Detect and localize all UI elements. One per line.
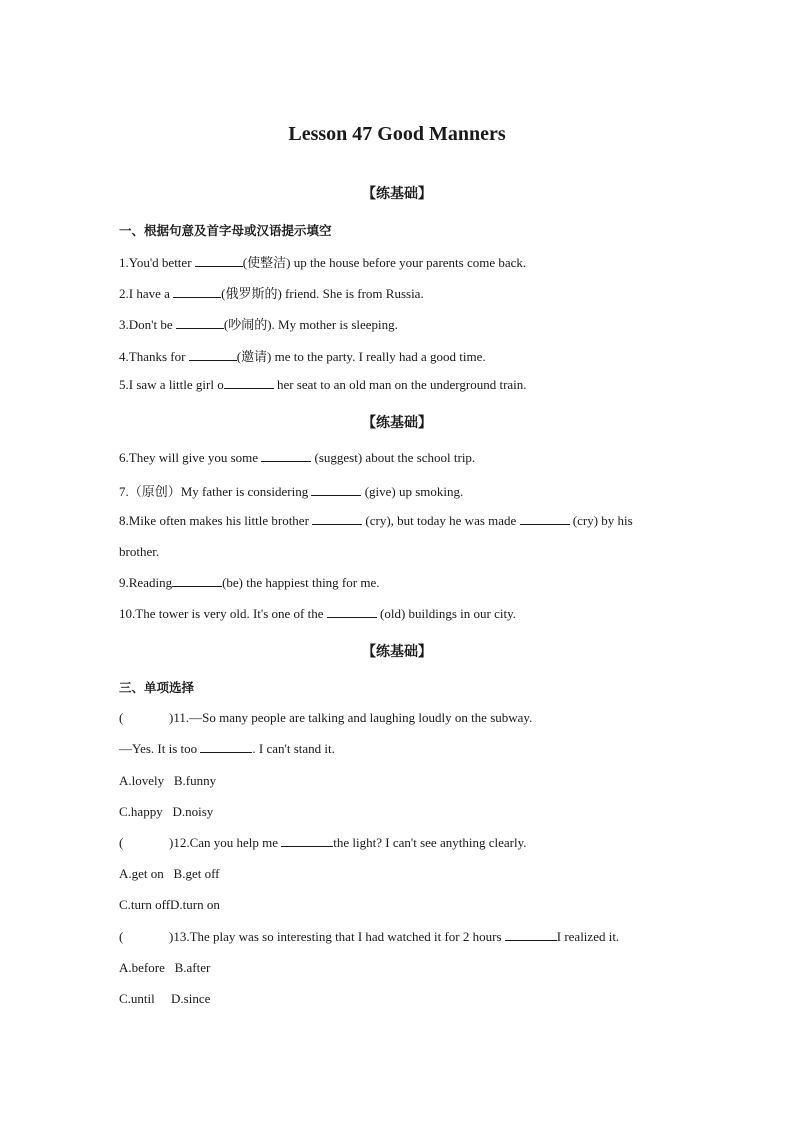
answer-blank bbox=[176, 317, 224, 329]
question-text: (cry), but today he was made bbox=[362, 513, 520, 528]
question-text: (be) the happiest thing for me. bbox=[222, 575, 380, 590]
question-11-options-cd: C.happy D.noisy bbox=[119, 804, 214, 819]
question-5 bbox=[119, 377, 679, 393]
question-text: 1.You'd better bbox=[119, 255, 195, 270]
answer-blank bbox=[172, 575, 222, 587]
answer-blank bbox=[200, 741, 252, 753]
answer-paren: ( bbox=[119, 929, 124, 944]
page-title: Lesson 47 Good Manners bbox=[288, 123, 506, 145]
question-text: (使整洁) up the house before your parents come back. bbox=[242, 255, 527, 270]
answer-blank bbox=[505, 929, 557, 941]
answer-paren: ( bbox=[119, 835, 124, 850]
question-text: (give) up smoking. bbox=[361, 484, 464, 499]
question-1 bbox=[119, 252, 679, 271]
question-2 bbox=[119, 283, 679, 302]
answer-blank bbox=[261, 450, 311, 462]
section-label-2: 【练基础】 bbox=[362, 415, 432, 431]
part3-heading: 三、单项选择 bbox=[119, 680, 195, 695]
answer-blank bbox=[281, 835, 333, 847]
question-text: )11.—So many people are talking and laughing loudly on the subway. bbox=[169, 710, 533, 725]
question-text: —Yes. It is too bbox=[119, 741, 201, 756]
answer-blank bbox=[327, 606, 377, 618]
answer-paren: ( bbox=[119, 710, 124, 725]
question-13-options-ab: A.before B.after bbox=[119, 960, 211, 975]
question-text: )12.Can you help me bbox=[169, 835, 282, 850]
question-text: (cry) by his bbox=[569, 513, 633, 528]
answer-blank bbox=[224, 377, 274, 389]
question-3 bbox=[119, 314, 679, 333]
question-text: (old) buildings in our city. bbox=[376, 606, 517, 621]
question-text: (俄罗斯的) friend. She is from Russia. bbox=[221, 286, 424, 301]
question-9 bbox=[119, 575, 679, 591]
question-6 bbox=[119, 450, 679, 466]
question-text: the light? I can't see anything clearly. bbox=[333, 835, 527, 850]
question-text: (suggest) about the school trip. bbox=[311, 450, 476, 465]
question-text: 10.The tower is very old. It's one of the bbox=[119, 606, 327, 621]
question-7 bbox=[119, 481, 679, 500]
answer-blank bbox=[189, 349, 237, 361]
question-12 bbox=[119, 835, 679, 851]
question-11 bbox=[119, 710, 679, 726]
question-11-reply bbox=[119, 741, 679, 757]
question-text: 6.They will give you some bbox=[119, 450, 262, 465]
question-text: 5.I saw a little girl o bbox=[119, 377, 224, 392]
question-text: (邀请) me to the party. I really had a good time. bbox=[236, 349, 486, 364]
question-4 bbox=[119, 346, 679, 365]
question-text: 3.Don't be bbox=[119, 317, 176, 332]
question-11-options-ab: A.lovely B.funny bbox=[119, 773, 217, 788]
question-text: 2.I have a bbox=[119, 286, 174, 301]
question-8 bbox=[119, 513, 679, 529]
question-8-continued: brother. bbox=[119, 544, 160, 559]
question-text: (吵闹的). My mother is sleeping. bbox=[223, 317, 398, 332]
part1-heading: 一、根据句意及首字母或汉语提示填空 bbox=[119, 223, 332, 238]
question-text: I realized it. bbox=[556, 929, 620, 944]
question-10 bbox=[119, 606, 679, 622]
question-12-options-ab: A.get on B.get off bbox=[119, 866, 220, 881]
question-text: 9.Reading bbox=[119, 575, 173, 590]
section-label-3: 【练基础】 bbox=[362, 644, 432, 660]
question-12-options-cd: C.turn offD.turn on bbox=[119, 897, 220, 912]
question-text: 4.Thanks for bbox=[119, 349, 189, 364]
question-text: . I can't stand it. bbox=[252, 741, 335, 756]
answer-blank bbox=[311, 484, 361, 496]
section-label-1: 【练基础】 bbox=[362, 186, 432, 202]
answer-blank bbox=[520, 513, 570, 525]
question-text: 7.（原创）My father is considering bbox=[119, 484, 312, 499]
question-text: )13.The play was so interesting that I had watched it for 2 hours bbox=[169, 929, 505, 944]
answer-blank bbox=[312, 513, 362, 525]
question-13-options-cd: C.until D.since bbox=[119, 991, 211, 1006]
question-13 bbox=[119, 929, 679, 945]
question-text: her seat to an old man on the underground train. bbox=[273, 377, 527, 392]
question-text: 8.Mike often makes his little brother bbox=[119, 513, 313, 528]
answer-blank bbox=[195, 255, 243, 267]
answer-blank bbox=[173, 286, 221, 298]
